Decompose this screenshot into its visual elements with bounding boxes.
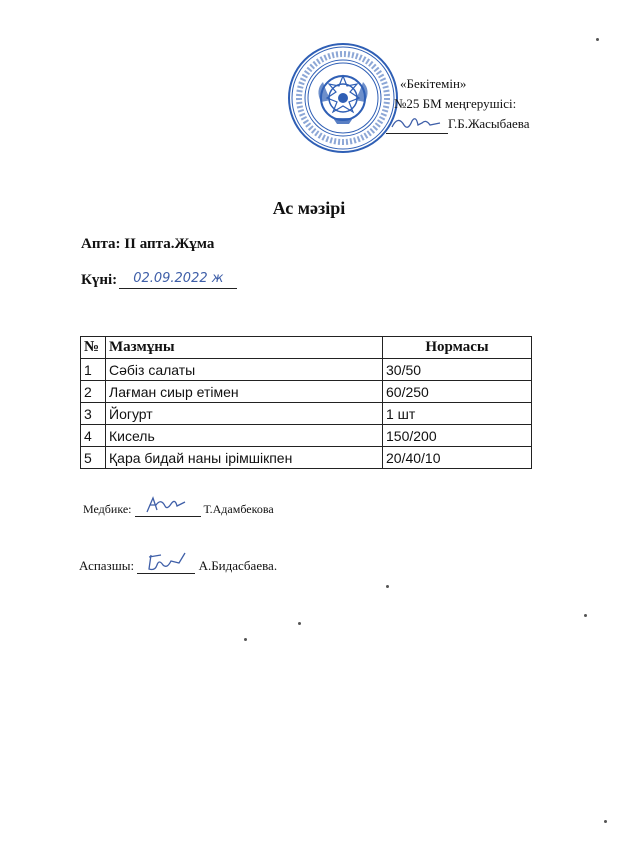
table-row [81,447,532,469]
date-field [119,272,237,289]
row-number: 3 [81,403,106,425]
table-row [81,425,532,447]
signature-icon [143,551,193,573]
row-norm: 60/250 [383,381,532,403]
row-number: 2 [81,381,106,403]
scan-speck [244,638,247,641]
row-name: Сәбіз салаты [106,359,383,381]
row-number: 4 [81,425,106,447]
row-name: Лағман сиыр етімен [106,381,383,403]
nurse-name: Т.Адамбекова [203,502,274,516]
scan-speck [596,38,599,41]
official-seal [287,42,399,154]
signature-icon [141,494,197,516]
day-label: Күні: [81,272,118,288]
nurse-label: Медбике: [83,502,132,516]
table-row [81,359,532,381]
approval-block [386,74,530,134]
cook-label: Аспазшы: [79,558,135,573]
row-number: 5 [81,447,106,469]
approval-line1: «Бекітемін» [400,76,467,91]
cook-signature [137,559,195,574]
header-number: № [81,337,106,359]
approval-line2: №25 БМ меңгерушісі: [394,96,517,111]
cook-name: А.Бидасбаева. [198,558,278,573]
header-norm: Нормасы [383,337,532,359]
director-name: Г.Б.Жасыбаева [448,116,530,131]
table-header-row [81,337,532,359]
row-number: 1 [81,359,106,381]
menu-table [80,336,532,469]
cook-signature-row [79,558,277,574]
table-row [81,381,532,403]
page-title: Ас мәзірі [272,198,346,218]
row-norm: 20/40/10 [383,447,532,469]
row-name: Йогурт [106,403,383,425]
signature-icon [388,113,448,133]
scan-speck [604,820,607,823]
scan-speck [298,622,301,625]
scan-speck [386,585,389,588]
table-row [81,403,532,425]
director-signature [386,119,448,134]
row-norm: 150/200 [383,425,532,447]
row-name: Қара бидай наны ірімшікпен [106,447,383,469]
header-content: Мазмұны [106,337,383,359]
week-label: Апта: ІІ апта.Жұма [81,236,215,252]
row-name: Кисель [106,425,383,447]
scan-speck [584,614,587,617]
row-norm: 1 шт [383,403,532,425]
row-norm: 30/50 [383,359,532,381]
nurse-signature [135,502,201,517]
date-value: 02.09.2022 ж [133,271,224,286]
nurse-signature-row [83,502,274,517]
day-row [81,272,237,289]
